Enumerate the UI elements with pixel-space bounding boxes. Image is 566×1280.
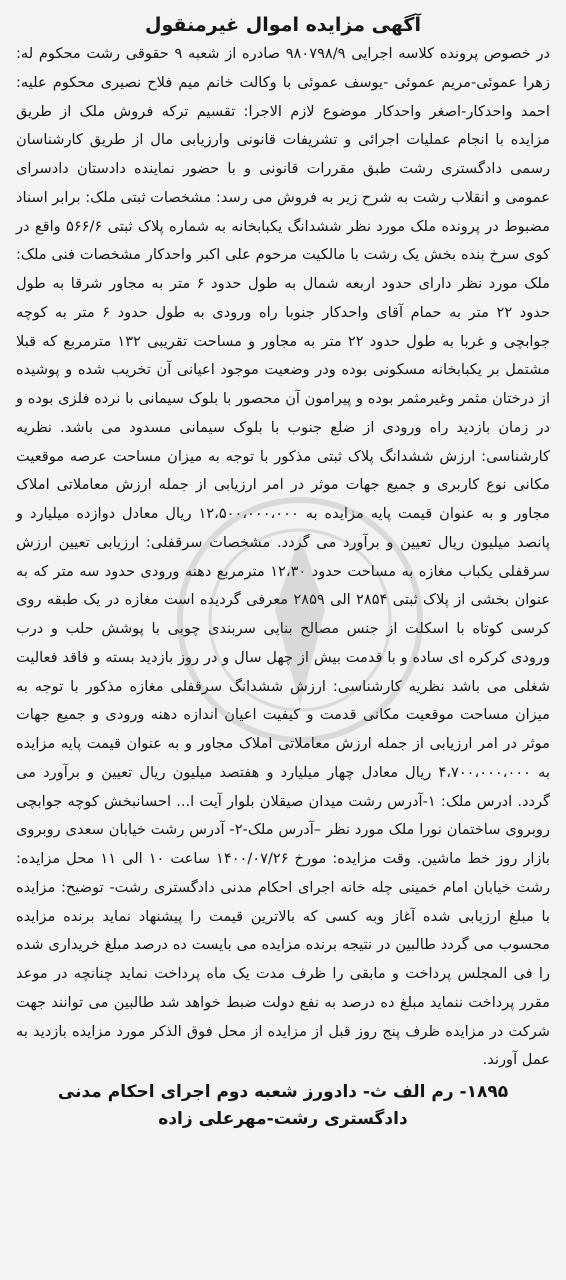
notice-footer (16, 1079, 550, 1133)
footer-line-1: ۱۸۹۵- رم الف ث- دادورز شعبه دوم اجرای احکام مدنی (57, 1082, 509, 1102)
notice-body (16, 40, 550, 1075)
notice-body-paragraph: در خصوص پرونده کلاسه اجرایی ۹۸۰۷۹۸/۹ صادره از شعبه ۹ حقوقی رشت محکوم له: زهرا عموئی-مریم عموئی -یوسف عموئی با وکالت خانم میم فلاح نصیری محکوم علیه: احمد واحدکار-اصغر واحدکار موضوع لازم الاجرا: تقسیم ترکه فروش ملک از طریق مزایده با انجام عملیات اجرائی و تشریفات قانونی وارزیابی مال از طریق کارشناسان رسمی دادگستری رشت طبق مقررات قانونی و با حضور نماینده دادستان دادسرای عمومی و انقلاب رشت به شرح زیر به فروش می رسد: مشخصات ثبتی ملک: برابر اسناد مضبوط در پرونده ملک مورد نظر ششدانگ یکبابخانه به شماره پلاک ثبتی ۵۶۶/۶ واقع در کوی سرخ بنده بخش یک رشت با مالکیت مرحوم علی اکبر واحدکار مشخصات فنی ملک: ملک مورد نظر دارای حدود اربعه شمال به طول حدود ۶ متر به مجاور شرقا به طول حدود ۲۲ متر به حمام آقای واحدکار جنوبا راه ورودی به طول حدود ۶ متر به کوچه جوابچی و غربا به طول حدود ۲۲ متر به مجاور و مساحت تقریبی ۱۳۲ مترمربع که قبلا مشتمل بر یکبابخانه مسکونی بوده ودر وضعیت موجود اعیانی آن تخریب شده و پوشیده از درختان مثمر وغیرمثمر بوده و پیرامون آن محصور با بلوک سیمانی با نرده فلزی بوده و در زمان بازدید راه ورودی از ضلع جنوب با بلوک سیمانی مسدود می باشد. نظریه کارشناسی: ارزش ششدانگ پلاک ثبتی مذکور با توجه به میزان مساحت عرصه موقعیت مکانی نوع کاربری و جمیع جهات موثر در امر ارزیابی از جمله ارزش معاملاتی املاک مجاور و به عنوان قیمت پایه مزایده به ۱۲،۵۰۰،۰۰۰،۰۰۰ ریال معادل دوازده میلیارد و پانصد میلیون ریال تعیین و برآورد می گردد. مشخصات سرقفلی: ارزیابی تعیین ارزش سرقفلی یکباب مغازه به مساحت حدود ۱۲،۳۰ مترمربع دهنه ورودی حدود سه متر که به عنوان بخشی از پلاک ثبتی ۲۸۵۴ الی ۲۸۵۹ معرفی گردیده است مغازه در یک طبقه روی کرسی کوتاه با اسکلت از جنس مصالح بنایی سربندی چوبی با پوشش حلب و درب ورودی کرکره ای ساده و با قدمت بیش از چهل سال و در روز بازدید بسته و فاقد فعالیت شغلی می باشد نظریه کارشناسی: ارزش ششدانگ سرقفلی مغازه مذکور با توجه به میزان مساحت موقعیت مکانی قدمت و کیفیت اعیان اندازه دهنه ورودی و جمیع جهات موثر در امر ارزیابی از جمله ارزش معاملاتی املاک مجاور و به عنوان قیمت پایه مزایده به ۴،۷۰۰،۰۰۰،۰۰۰ ریال معادل چهار میلیارد و هفتصد میلیون ریال تعیین و برآورد می گردد. ادرس ملک: ۱-آدرس رشت میدان صیقلان بلوار آیت ا... احسانبخش کوچه جوابچی روبروی ساختمان نورا ملک مورد نظر –آدرس ملک-۲- آدرس رشت خیابان سعدی روبروی بازار روز خط ماشین. وقت مزایده: مورخ ۱۴۰۰/۰۷/۲۶ ساعت ۱۰ الی ۱۱ محل مزایده: رشت خیابان امام خمینی چله خانه اجرای احکام مدنی دادگستری رشت- توضیح: مزایده با مبلغ ارزیابی شده آغاز وبه کسی که بالاترین قیمت را پیشنهاد نماید برنده مزایده محسوب می گردد طالبین در نتیجه برنده مزایده می بایست ده درصد مبلغ خریداری شده را فی المجلس پرداخت و مابقی را ظرف مدت یک ماه پرداخت نماید چنانچه در موعد مقرر پرداخت ننماید مبلغ ده درصد به نفع دولت ضبط خواهد شد طالبین می توانند جهت شرکت در مزایده ظرف پنج روز قبل از مزایده از محل فوق الذکر مورد مزایده بازدید به عمل آورند. (16, 45, 551, 1069)
notice-title: آگهی مزایده اموال غیرمنقول (145, 14, 421, 36)
footer-line-2: دادگستری رشت-مهرعلی زاده (158, 1109, 408, 1129)
